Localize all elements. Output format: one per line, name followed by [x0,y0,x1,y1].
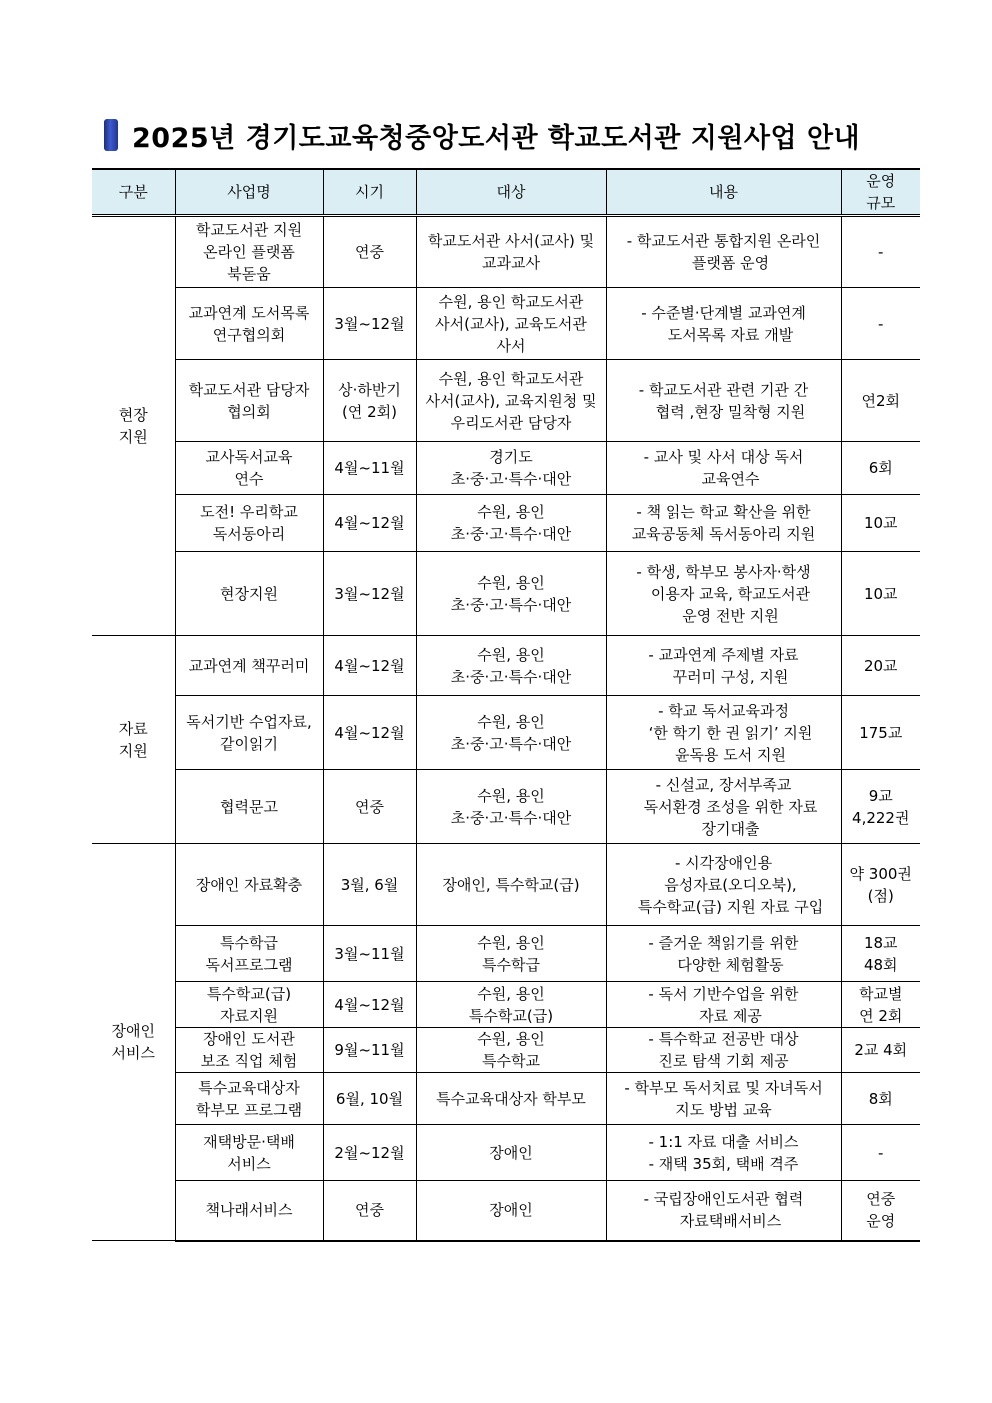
target-cell [416,288,606,360]
scale-line: 2교 4회 [854,1041,908,1059]
program-name-line: 서비스 [227,1154,271,1173]
content-cell [606,1125,841,1181]
content-line: - 신설교, 장서부족교 [655,775,792,794]
table-row [92,982,920,1028]
content-cell [606,982,841,1028]
table-row [92,288,920,360]
period-cell [323,288,416,360]
program-name-cell [175,216,323,288]
period-line: 6월, 10월 [335,1089,404,1108]
category-cell [92,844,175,1241]
period-line: 3월~11월 [334,944,405,963]
page-title-block [104,117,860,153]
scale-line: 8회 [868,1089,893,1108]
program-name-line: 장애인 자료확충 [195,875,303,894]
period-cell [323,636,416,696]
target-cell [416,926,606,982]
category-label: 장애인 [111,1022,155,1040]
content-line: 꾸러미 구성, 지원 [672,667,789,686]
period-cell [323,442,416,495]
target-line: 수원, 용인 [477,503,545,521]
program-name-line: 특수학급 [220,933,278,952]
scale-cell [841,982,920,1028]
content-cell [606,1073,841,1125]
program-name-line: 도전! 우리학교 [200,503,298,521]
scale-line: - [878,1143,884,1162]
target-cell [416,1028,606,1073]
program-name-line: 학교도서관 지원 [195,221,303,239]
scale-line: 10교 [863,584,898,603]
content-cell [606,216,841,288]
period-cell [323,495,416,552]
period-cell [323,360,416,442]
content-line: 자료택배서비스 [679,1212,782,1231]
content-cell [606,360,841,442]
content-line: 도서목록 자료 개발 [667,325,794,344]
page-title: 2025년 경기도교육청중앙도서관 학교도서관 지원사업 안내 [132,122,861,154]
target-line: 특수학급 [482,955,540,974]
content-line: 특수학교(급) 지원 자료 구입 [637,897,824,916]
scale-cell [841,636,920,696]
category-label: 자료 [118,719,148,738]
scale-line: 연2회 [861,391,901,410]
period-line: 4월~12월 [334,656,405,675]
target-cell [416,844,606,926]
period-cell [323,1073,416,1125]
target-line: 학교도서관 사서(교사) 및 [427,232,595,250]
period-line: 연중 [355,243,384,261]
scale-cell [841,844,920,926]
period-line: 3월~12월 [334,584,405,603]
content-line: 진로 탐색 기회 제공 [658,1052,789,1070]
target-line: 특수학교 [482,1052,540,1070]
program-name-cell [175,360,323,442]
period-line: 3월, 6월 [340,875,399,894]
period-cell [323,844,416,926]
scale-cell [841,360,920,442]
period-cell [323,982,416,1028]
target-line: 수원, 용인 [477,786,545,805]
scale-line: 10교 [863,514,898,532]
scale-cell [841,552,920,636]
content-line: - 학교도서관 관련 기관 간 [638,380,809,399]
target-cell [416,495,606,552]
program-name-line: 협의회 [227,402,271,421]
program-name-line: 재택방문·택배 [203,1132,295,1151]
target-line: 초·중·고·특수·대안 [450,667,572,686]
scale-line: 학교별 [859,984,903,1003]
table-row [92,696,920,770]
scale-cell [841,495,920,552]
target-line: 수원, 용인 학교도서관 [438,292,584,311]
period-line: 9월~11월 [334,1041,405,1059]
target-line: 장애인, 특수학교(급) [442,875,580,894]
table-row [92,216,920,288]
program-name-line: 특수학교(급) [206,984,292,1003]
header-category: 구분 [92,169,175,216]
category-cell [92,216,175,636]
program-name-cell [175,1028,323,1073]
table-row [92,770,920,844]
program-name-line: 현장지원 [220,584,278,603]
target-cell [416,770,606,844]
table-row [92,1125,920,1181]
target-line: 수원, 용인 [477,712,545,731]
content-line: 윤독용 도서 지원 [675,745,786,764]
scale-line: 약 300권(점) [849,864,912,905]
content-line: - 책 읽는 학교 확산을 위한 [636,503,811,521]
table-row [92,926,920,982]
content-line: 독서환경 조성을 위한 자료 [643,797,818,816]
period-cell [323,696,416,770]
target-line: 초·중·고·특수·대안 [450,525,572,543]
period-line: 2월~12월 [334,1143,405,1162]
content-line: - 교과연계 주제별 자료 [648,645,799,664]
category-label: 지원 [118,741,148,760]
content-cell [606,552,841,636]
program-name-cell [175,1073,323,1125]
program-name-line: 책나래서비스 [205,1201,293,1220]
program-name-line: 같이읽기 [220,734,278,753]
target-line: 초·중·고·특수·대안 [450,470,572,488]
scale-cell [841,1125,920,1181]
period-cell [323,1028,416,1073]
period-line: 3월~12월 [334,314,405,333]
target-line: 장애인 [489,1201,533,1220]
period-cell [323,926,416,982]
program-name-line: 북돋움 [227,265,271,283]
content-line: 지도 방법 교육 [675,1100,772,1119]
program-name-line: 온라인 플랫폼 [203,243,295,261]
content-line: - 학교 독서교육과정 [658,701,789,720]
target-line: 경기도 [489,448,533,466]
target-line: 수원, 용인 [477,1030,545,1048]
program-name-line: 보조 직업 체험 [200,1052,298,1070]
target-line: 사서 [496,336,526,355]
program-name-cell [175,844,323,926]
period-line: 4월~12월 [334,723,405,742]
content-line: - 학생, 학부모 봉사자·학생 [636,562,811,581]
scale-line: 연 2회 [859,1006,903,1025]
content-line: - 1:1 자료 대출 서비스 [648,1132,799,1151]
header-period: 시기 [323,169,416,216]
period-cell [323,552,416,636]
scale-line: 연중 [866,1190,896,1209]
program-name-line: 장애인 도서관 [203,1030,295,1048]
table-row [92,1073,920,1125]
table-row [92,1181,920,1241]
program-name-line: 학부모 프로그램 [195,1100,303,1119]
content-line: - 국립장애인도서관 협력 [643,1190,804,1209]
content-line: 음성자료(오디오북), [664,875,797,894]
target-cell [416,552,606,636]
content-line: 교육연수 [701,470,760,488]
header-target: 대상 [416,169,606,216]
scale-line: 6회 [868,459,893,477]
content-cell [606,288,841,360]
scale-cell [841,1073,920,1125]
scale-line: 4,222권 [852,808,910,827]
program-name-line: 협력문고 [220,797,278,816]
content-cell [606,1181,841,1241]
target-cell [416,982,606,1028]
content-line: - 즐거운 책읽기를 위한 [648,933,799,952]
scale-line: 운영 [866,1212,896,1231]
category-label: 현장 [118,406,148,424]
header-content: 내용 [606,169,841,216]
scale-cell [841,216,920,288]
target-line: 수원, 용인 [477,984,545,1003]
content-line: - 특수학교 전공반 대상 [648,1030,799,1048]
content-line: 장기대출 [701,819,760,838]
content-line: ‘한 학기 한 권 읽기’ 지원 [648,723,813,742]
scale-line: - [878,243,884,261]
target-line: 초·중·고·특수·대안 [450,595,572,614]
target-cell [416,1181,606,1241]
content-cell [606,696,841,770]
content-cell [606,770,841,844]
content-line: - 학교도서관 통합지원 온라인 [626,232,821,250]
target-cell [416,696,606,770]
content-cell [606,844,841,926]
phone-bullet-icon [104,119,118,151]
scale-cell [841,288,920,360]
program-name-cell [175,636,323,696]
content-line: 다양한 체험활동 [677,955,784,974]
scale-line: - [878,314,884,333]
content-line: 교육공동체 독서동아리 지원 [631,525,816,543]
content-line: 플랫폼 운영 [691,254,770,272]
content-line: - 시각장애인용 [674,853,773,872]
period-line: 4월~12월 [334,514,405,532]
content-line: 운영 전반 지원 [682,606,779,625]
content-cell [606,442,841,495]
program-name-cell [175,982,323,1028]
scale-cell [841,1181,920,1241]
scale-line: 48회 [863,955,898,974]
table-row [92,552,920,636]
content-line: - 독서 기반수업을 위한 [648,984,799,1003]
target-cell [416,216,606,288]
target-line: 수원, 용인 학교도서관 [438,369,584,388]
scale-line: 175교 [859,723,903,742]
content-line: - 수준별·단계별 교과연계 [641,303,806,322]
scale-line: 18교 [863,933,898,952]
table-row [92,360,920,442]
content-line: 협력 ,현장 밀착형 지원 [655,402,806,421]
period-line: 4월~12월 [334,995,405,1014]
program-name-line: 특수교육대상자 [198,1078,300,1097]
period-cell [323,1125,416,1181]
program-name-cell [175,442,323,495]
content-cell [606,495,841,552]
target-cell [416,442,606,495]
program-name-cell [175,926,323,982]
program-name-line: 연구협의회 [212,325,286,344]
target-line: 사서(교사), 교육도서관 [435,314,587,333]
program-name-cell [175,288,323,360]
table-row [92,442,920,495]
scale-cell [841,1028,920,1073]
category-cell [92,636,175,844]
program-name-line: 교과연계 책꾸러미 [188,656,310,675]
content-cell [606,636,841,696]
content-line: - 재택 35회, 택배 격주 [648,1154,799,1173]
scale-cell [841,926,920,982]
period-cell [323,216,416,288]
target-cell [416,636,606,696]
period-line: (연 2회) [342,402,397,421]
category-label: 지원 [118,428,148,446]
program-name-line: 교사독서교육 [205,448,293,466]
program-name-cell [175,1125,323,1181]
target-line: 초·중·고·특수·대안 [450,734,572,753]
period-line: 상·하반기 [338,380,401,399]
target-line: 교과교사 [482,254,540,272]
header-name: 사업명 [175,169,323,216]
period-line: 4월~11월 [334,459,405,477]
header-scale-line: 운영 [866,172,896,190]
program-name-line: 연수 [234,470,264,488]
period-line: 연중 [355,1201,384,1220]
target-line: 초·중·고·특수·대안 [450,808,572,827]
program-name-cell [175,696,323,770]
target-line: 특수학교(급) [468,1006,554,1025]
table-header-row [92,169,920,216]
table-row [92,1028,920,1073]
content-line: - 학부모 독서치료 및 자녀독서 [624,1078,823,1097]
content-cell [606,926,841,982]
period-cell [323,770,416,844]
target-line: 수원, 용인 [477,573,545,592]
program-name-line: 독서기반 수업자료, [186,712,312,731]
target-line: 특수교육대상자 학부모 [436,1089,586,1108]
table-row [92,844,920,926]
table-row [92,495,920,552]
scale-cell [841,442,920,495]
target-line: 수원, 용인 [477,645,545,664]
program-name-line: 독서동아리 [212,525,286,543]
scale-line: 9교 [868,786,893,805]
program-name-line: 교과연계 도서목록 [188,303,310,322]
scale-cell [841,770,920,844]
target-cell [416,360,606,442]
program-name-cell [175,495,323,552]
content-cell [606,1028,841,1073]
table-row [92,636,920,696]
header-scale-line: 규모 [866,194,896,212]
target-line: 수원, 용인 [477,933,545,952]
category-label: 서비스 [111,1044,155,1062]
program-table [92,168,920,1242]
target-line: 사서(교사), 교육지원청 및 [425,391,597,410]
content-line: - 교사 및 사서 대상 독서 [643,448,804,466]
target-cell [416,1125,606,1181]
header-scale [841,169,920,216]
program-name-cell [175,770,323,844]
period-line: 연중 [355,797,384,816]
program-name-cell [175,552,323,636]
target-line: 장애인 [489,1143,533,1162]
target-line: 우리도서관 담당자 [450,413,572,432]
scale-cell [841,696,920,770]
scale-line: 20교 [863,656,898,675]
content-line: 자료 제공 [699,1006,762,1025]
period-cell [323,1181,416,1241]
content-line: 이용자 교육, 학교도서관 [650,584,811,603]
program-name-cell [175,1181,323,1241]
program-name-line: 독서프로그램 [205,955,293,974]
program-name-line: 자료지원 [220,1006,278,1025]
target-cell [416,1073,606,1125]
program-name-line: 학교도서관 담당자 [188,380,310,399]
